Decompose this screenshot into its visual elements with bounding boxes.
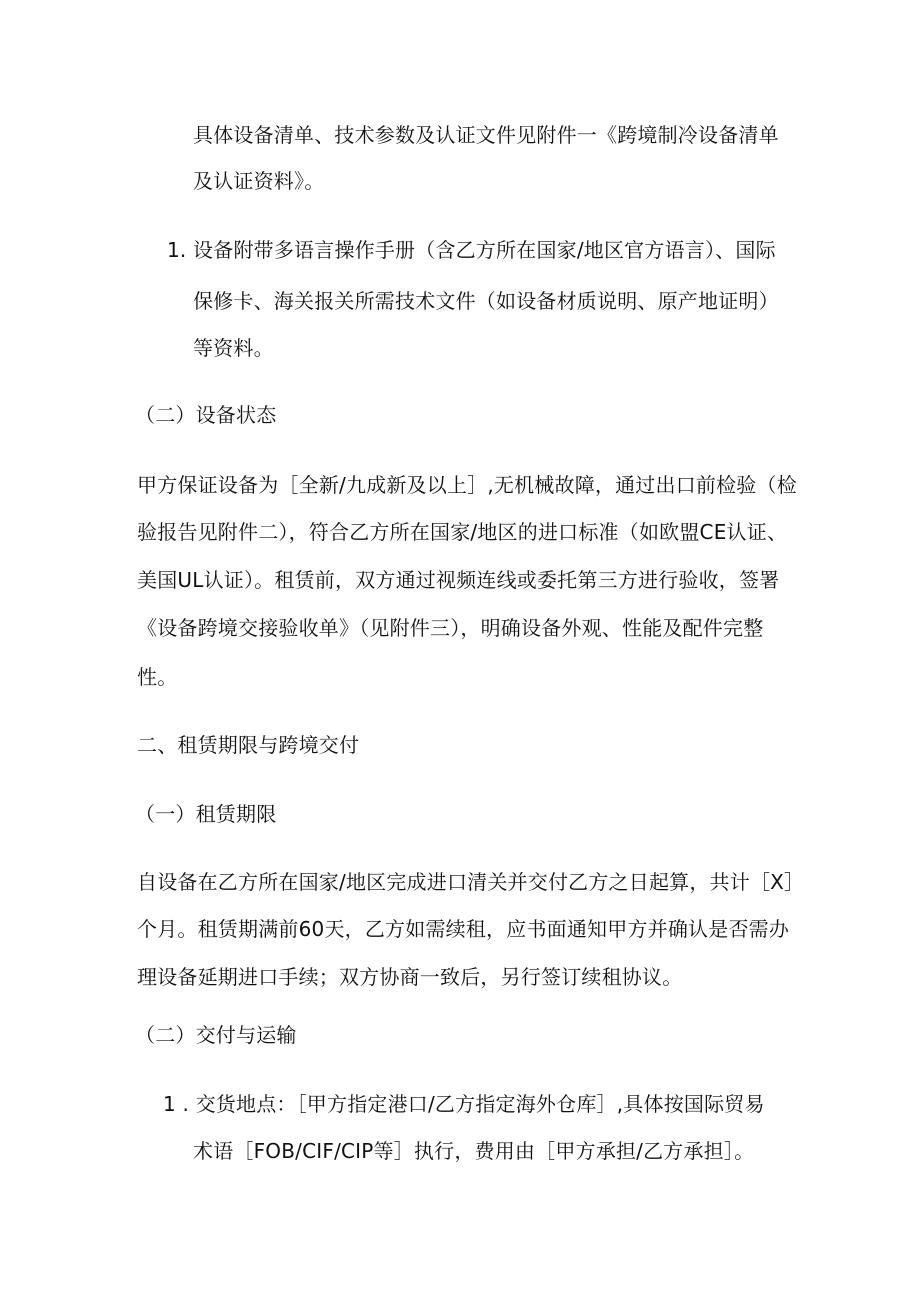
manuals-item-line-2: 保修卡、海关报关所需技术文件（如设备材质说明、原产地证明）: [193, 289, 779, 313]
status-paragraph-line-4: 《设备跨境交接验收单》（见附件三），明确设备外观、性能及配件完整: [137, 616, 764, 640]
equipment-list-line-2: 及认证资料》。: [193, 169, 325, 193]
section-heading-equipment-status: （二）设备状态: [135, 403, 277, 427]
section-heading-delivery-transport: （二）交付与运输: [135, 1023, 297, 1047]
status-paragraph-line-1: 甲方保证设备为［全新/九成新及以上］,无机械故障，通过出口前检验（检: [137, 473, 797, 497]
manuals-item-line-3: 等资料。: [193, 336, 274, 360]
delivery-item-line-2: 术语［FOB/CIF/CIP等］执行，费用由［甲方承担/乙方承担］。: [193, 1139, 755, 1163]
status-paragraph-line-5: 性。: [137, 665, 178, 689]
status-paragraph-line-2: 验报告见附件二），符合乙方所在国家/地区的进口标准（如欧盟CE认证、: [137, 520, 788, 544]
term-paragraph-line-1: 自设备在乙方所在国家/地区完成进口清关并交付乙方之日起算，共计［X］: [137, 870, 805, 894]
manuals-item-line-1: 1. 设备附带多语言操作手册（含乙方所在国家/地区官方语言）、国际: [167, 238, 776, 262]
equipment-list-line-1: 具体设备清单、技术参数及认证文件见附件一《跨境制冷设备清单: [193, 123, 779, 147]
section-heading-lease-term: （一）租赁期限: [135, 802, 277, 826]
delivery-item-line-1: 1 . 交货地点：［甲方指定港口/乙方指定海外仓库］,具体按国际贸易: [163, 1092, 765, 1116]
chapter-heading-lease-term-delivery: 二、租赁期限与跨境交付: [137, 733, 360, 757]
term-paragraph-line-2: 个月。租赁期满前60天，乙方如需续租，应书面通知甲方并确认是否需办: [137, 917, 790, 941]
status-paragraph-line-3: 美国UL认证）。租赁前，双方通过视频连线或委托第三方进行验收，签署: [137, 568, 780, 592]
term-paragraph-line-3: 理设备延期进口手续；双方协商一致后，另行签订续租协议。: [137, 965, 683, 989]
